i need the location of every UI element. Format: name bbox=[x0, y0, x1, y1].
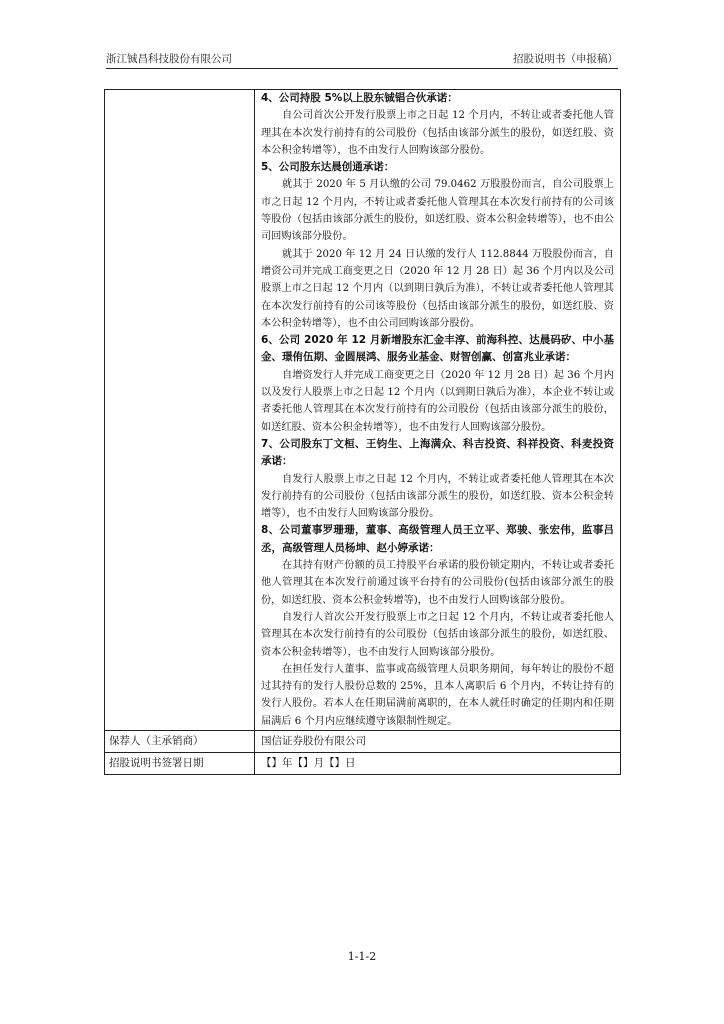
page-number: 1-1-2 bbox=[347, 950, 377, 963]
commitment-paragraph: 自发行人股票上市之日起 12 个月内，不转让或者委托他人管理其在本次发行前持有的公司股份（包括由该部分派生的股份，如送红股、资本公积金转增等），也不由发行人回购该部分股份。 bbox=[261, 473, 614, 520]
commitment-paragraph: 在担任发行人董事、监事或高级管理人员职务期间，每年转让的股份不超过其持有的发行人股份总数的 25%，且本人离职后 6 个月内，不转让持有的发行人股份。若本人在任期届满前离职的，在本人就任时确定的任期内和任期届满后 6 个月内应继续遵守该限制性规定。 bbox=[261, 663, 614, 727]
header-divider bbox=[106, 68, 618, 69]
commitment-paragraph: 自发行人首次公开发行股票上市之日起 12 个月内，不转让或者委托他人管理其在本次发行前持有的公司股份（包括由该部分派生的股份，如送红股、资本公积金转增等），也不由发行人回购该部分股份。 bbox=[261, 611, 614, 658]
table-row bbox=[105, 730, 621, 752]
commitment-heading: 7、公司股东丁文桓、王钧生、上海满众、科吉投资、科祥投资、科麦投资承诺： bbox=[261, 437, 614, 468]
commitment-heading: 4、公司持股 5%以上股东铖锠合伙承诺： bbox=[261, 92, 458, 104]
sponsor-value: 国信证券股份有限公司 bbox=[255, 730, 621, 752]
commitment-content-cell bbox=[255, 90, 621, 731]
company-name: 浙江铖昌科技股份有限公司 bbox=[106, 53, 232, 65]
signing-date-label: 招股说明书签署日期 bbox=[105, 752, 255, 774]
commitment-heading: 6、公司 2020 年 12 月新增股东汇金丰淳、前海科控、达晨码矽、中小基金、璟侑伍期、金圆展鸿、服务业基金、财智创赢、创富兆业承诺： bbox=[261, 334, 614, 364]
commitment-row bbox=[105, 90, 621, 731]
commitment-paragraph: 自公司首次公开发行股票上市之日起 12 个月内，不转让或者委托他人管理其在本次发行前持有的公司股份（包括由该部分派生的股份，如送红股、资本公积金转增等），也不由发行人回购该部分股份。 bbox=[261, 110, 614, 156]
commitment-paragraph: 就其于 2020 年 12 月 24 日认缴的发行人 112.8844 万股股份而言，自增资公司并完成工商变更之日（2020 年 12 月 28 日）起 36 个月内以及公司股票上市之日起 12 个月内（以到期日孰后为准），不转让或者委托他人管理其在本次发行前持有的公司该等股份（包括由该部分派生的股份，如送红股、资本公积金转增等），也不由公司回购该部分股份。 bbox=[261, 248, 614, 329]
document-type: 招股说明书（申报稿） bbox=[513, 53, 618, 65]
commitment-paragraph: 就其于 2020 年 5 月认缴的公司 79.0462 万股股份而言，自公司股票上市之日起 12 个月内，不转让或者委托他人管理其在本次发行前持有的公司该等股份（包括由该部分派生的股份，如送红股、资本公积金转增等），也不由公司回购该部分股份。 bbox=[261, 179, 614, 243]
sponsor-label: 保荐人（主承销商） bbox=[105, 730, 255, 752]
commitment-paragraph: 在其持有财产份额的员工持股平台承诺的股份锁定期内，不转让或者委托他人管理其在本次发行前通过该平台持有的公司股份(包括由该部分派生的股份，如送红股、资本公积金转增等)，也不由发行人回购该部分股份。 bbox=[261, 560, 614, 606]
commitment-label-cell bbox=[105, 90, 255, 731]
signing-date-value: 【】年【】月【】日 bbox=[255, 752, 621, 774]
table-row bbox=[105, 752, 621, 774]
page-header bbox=[106, 51, 618, 65]
commitment-paragraph: 自增资发行人并完成工商变更之日（2020 年 12 月 28 日）起 36 个月内以及发行人股票上市之日起 12 个月内（以到期日孰后为准），本企业不转让或者委托他人管理其在本次发行前持有的公司股份（包括由该部分派生的股份，如送红股、资本公积金转增等），也不由发行人回购该部分股份。 bbox=[261, 369, 614, 433]
info-table bbox=[104, 89, 621, 775]
commitment-heading: 8、公司董事罗珊珊，董事、高级管理人员王立平、郑骏、张宏伟，监事吕丞，高级管理人员杨坤、赵小婷承诺： bbox=[261, 524, 614, 554]
commitment-heading: 5、公司股东达晨创通承诺： bbox=[261, 161, 395, 174]
